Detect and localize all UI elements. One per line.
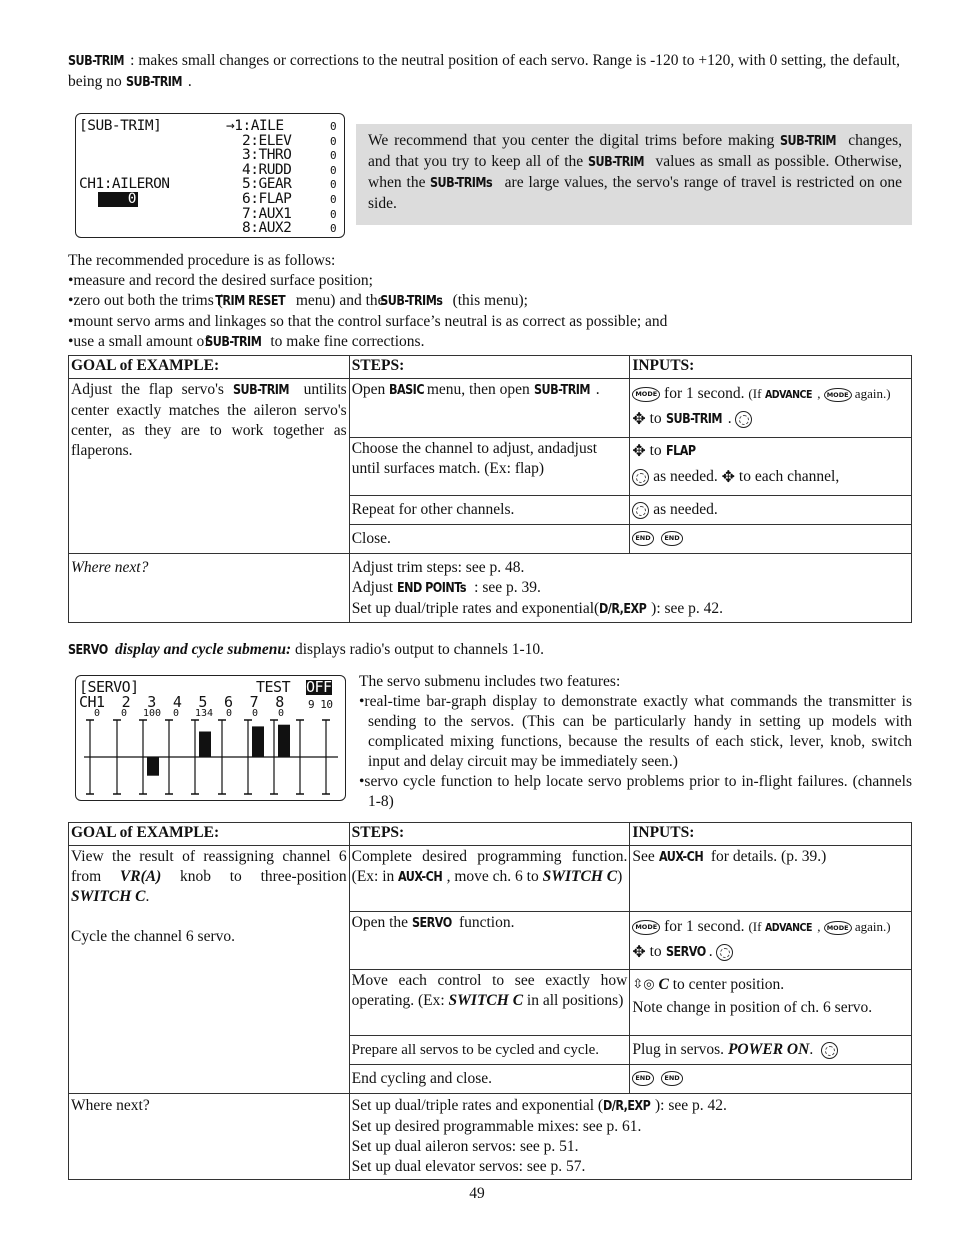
mode-button-icon: MODE <box>632 920 660 935</box>
input-cell: ⇳◎ C to center position. Note change in position of ch. 6 servo. <box>630 970 912 1036</box>
servo-value-label: 0 <box>226 708 233 719</box>
step-cell: Open BASIC menu, then open SUB-TRIM . <box>349 379 630 438</box>
servo-heading: SERVO display and cycle submenu: displays radio's output to channels 1-10. <box>68 641 545 658</box>
switch-icon: ⇳◎ <box>632 977 655 993</box>
cursor-cross-icon: ✥ <box>632 441 646 461</box>
input-cell: MODE for 1 second. (If ADVANCE , MODE again.) ✥ to SUB-TRIM . <box>630 379 912 438</box>
lcd-channel-value: 0 <box>330 178 337 192</box>
list-item: •measure and record the desired surface position; <box>68 272 373 289</box>
lcd-channel-value: 0 <box>330 222 337 236</box>
dial-push-icon <box>716 944 733 961</box>
lcd-channel-row: CH1 2 3 4 5 6 7 8 <box>79 693 284 711</box>
list-item: •zero out both the trims (TRIM RESET menu) and the SUB-TRIMs (this menu); <box>68 292 528 309</box>
input-cell: Plug in servos. POWER ON. <box>630 1036 912 1065</box>
servo-bar <box>147 757 159 776</box>
lcd-channel-item: 4:RUDD <box>242 161 292 178</box>
recommendation-note: We recommend that you center the digital trims before making SUB-TRIM changes, and that you try to keep all of the SUB-TRIM values as small as possible. Otherwise, when the SUB-TRIMs are large values, the servo's range of travel is restricted on one side. <box>356 124 912 225</box>
lcd-test-label: TEST <box>256 678 291 696</box>
servo-value-label: 0 <box>278 708 285 719</box>
col-inputs-header: INPUTS: <box>630 356 912 379</box>
col-goal-header: GOAL of EXAMPLE: <box>69 356 350 379</box>
step-cell: Open the SERVO function. <box>349 912 630 970</box>
lcd-channel-value: 0 <box>330 120 337 133</box>
input-cell: as needed. <box>630 496 912 525</box>
servo-value-label: 0 <box>252 708 259 719</box>
cursor-cross-icon: ✥ <box>721 467 736 487</box>
lcd-channel-item: 7:AUX1 <box>242 205 292 222</box>
lcd-channel-value: 0 <box>330 134 337 148</box>
input-cell: ✥ to FLAP as needed. ✥ to each channel, <box>630 438 912 496</box>
lcd-channel-item: 5:GEAR <box>242 176 292 193</box>
end-button-icon: END <box>661 1071 682 1086</box>
page-number: 49 <box>469 1185 485 1202</box>
lcd-channel-value: 0 <box>330 193 337 206</box>
list-item: •servo cycle function to help locate servo problems prior to in-flight failures. (channels 1-8) <box>359 773 912 810</box>
lcd-selected-label: CH1:AILERON <box>79 176 170 192</box>
col-steps-header: STEPS: <box>349 823 630 846</box>
where-next-cell: Set up dual/triple rates and exponential (D/R,EXP ): see p. 42. Set up desired programmable mixes: see p. 61. Set up dual aileron servos: see p. 51. Set up dual elevator servos: see p. 57. <box>349 1094 911 1180</box>
lcd-channel-value: 0 <box>330 207 337 221</box>
lcd-channel-item: 2:ELEV <box>242 132 292 149</box>
list-item: •mount servo arms and linkages so that the control surface’s neutral is as correct as possible; and <box>68 313 668 330</box>
servo-bar <box>252 726 264 757</box>
cursor-cross-icon: ✥ <box>632 942 646 962</box>
where-next-label: Where next? <box>69 1094 350 1180</box>
dial-icon <box>632 502 649 519</box>
end-button-icon: END <box>632 531 653 546</box>
procedure-list <box>68 251 912 353</box>
goal-cell: Adjust the flap servo's SUB-TRIM untilits center exactly matches the aileron servo's center, as they are to work together as flaperons. <box>69 379 350 554</box>
servo-description: The servo submenu includes two features: •real-time bar-graph display to demonstrate exactly what commands the transmitter is sending to the servos. (This can be particularly handy in setting up models with complicated mixing functions, because the results of each stick, lever, knob, switch input and delay circuit may be immediately seen.) •servo cycle function to help locate servo problems prior to in-flight failures. (channels 1-8) <box>359 673 912 810</box>
lcd-channel-item: 3:THRO <box>242 147 292 164</box>
lcd-channel-value: 0 <box>330 149 337 163</box>
procedure-intro: The recommended procedure is as follows: <box>68 252 336 269</box>
input-cell: See AUX-CH for details. (p. 39.) <box>630 846 912 912</box>
list-item: •real-time bar-graph display to demonstrate exactly what commands the transmitter is sending to the servos. (This can be particularly handy in setting up models with complicated mixing functions, because the results of each stick, lever, knob, switch input and delay circuit may be immediately seen.) <box>359 693 912 770</box>
input-cell <box>630 525 912 554</box>
subtrim-lcd-screen <box>75 113 345 238</box>
input-cell <box>630 1065 912 1094</box>
servo-lcd-screen <box>75 675 346 801</box>
servo-bar <box>278 725 290 757</box>
servo-value-label: 0 <box>94 708 101 719</box>
step-cell: End cycling and close. <box>349 1065 630 1094</box>
where-next-label: Where next? <box>69 554 350 623</box>
dial-push-icon <box>735 411 752 428</box>
servo-value-label: 0 <box>121 708 128 719</box>
lcd-channel-item: 8:AUX2 <box>242 220 292 237</box>
col-goal-header: GOAL of EXAMPLE: <box>69 823 350 846</box>
list-item: •use a small amount of SUB-TRIM to make fine corrections. <box>68 333 425 350</box>
lcd-channel-value: 0 <box>330 163 337 177</box>
goal-cell: View the result of reassigning channel 6 from VR(A) knob to three-position SWITCH C. Cycle the channel 6 servo. <box>69 846 350 1094</box>
mode-button-icon: MODE <box>824 921 852 936</box>
where-next-cell: Adjust trim steps: see p. 48. Adjust END POINTs : see p. 39. Set up dual/triple rates and exponential(D/R,EXP ): see p. 42. <box>349 554 911 623</box>
end-button-icon: END <box>632 1071 653 1086</box>
col-inputs-header: INPUTS: <box>630 823 912 846</box>
subtrim-intro: SUB-TRIM : makes small changes or corrections to the neutral position of each servo. Range is -120 to +120, with 0 setting, the default, being no SUB-TRIM . <box>68 52 900 90</box>
subtrim-example-table <box>68 355 912 623</box>
lcd-channel-9-10: 9 10 <box>308 698 333 711</box>
servo-value-label: 100 <box>143 708 162 719</box>
step-cell: Repeat for other channels. <box>349 496 630 525</box>
servo-value-label: 0 <box>173 708 180 719</box>
lcd-title: [SERVO] <box>79 678 139 696</box>
step-cell: Complete desired programming function. (Ex: in AUX-CH , move ch. 6 to SWITCH C) <box>349 846 630 912</box>
cursor-cross-icon: ✥ <box>632 409 646 429</box>
mode-button-icon: MODE <box>824 388 852 403</box>
servo-bar <box>199 732 211 758</box>
step-cell: Close. <box>349 525 630 554</box>
lcd-test-off: OFF <box>306 678 332 696</box>
lcd-channel-item: 6:FLAP <box>242 191 292 207</box>
mode-button-icon: MODE <box>632 387 660 402</box>
input-cell: MODE for 1 second. (If ADVANCE , MODE again.) ✥ to SERVO . <box>630 912 912 970</box>
step-cell: Move each control to see exactly how operating. (Ex: SWITCH C in all positions) <box>349 970 630 1036</box>
dial-icon <box>632 469 649 486</box>
lcd-selected-value: 0 <box>98 192 138 207</box>
servo-example-table <box>68 822 912 1180</box>
servo-value-label: 134 <box>195 708 214 719</box>
lcd-title: [SUB-TRIM] <box>79 118 162 134</box>
col-steps-header: STEPS: <box>349 356 630 379</box>
servo-bar-graph <box>76 676 344 799</box>
dial-push-icon <box>821 1042 838 1059</box>
step-cell: Prepare all servos to be cycled and cycle. <box>349 1036 630 1065</box>
end-button-icon: END <box>661 531 682 546</box>
lcd-channel-item: →1:AILE <box>226 118 284 134</box>
step-cell: Choose the channel to adjust, andadjust until surfaces match. (Ex: flap) <box>349 438 630 496</box>
